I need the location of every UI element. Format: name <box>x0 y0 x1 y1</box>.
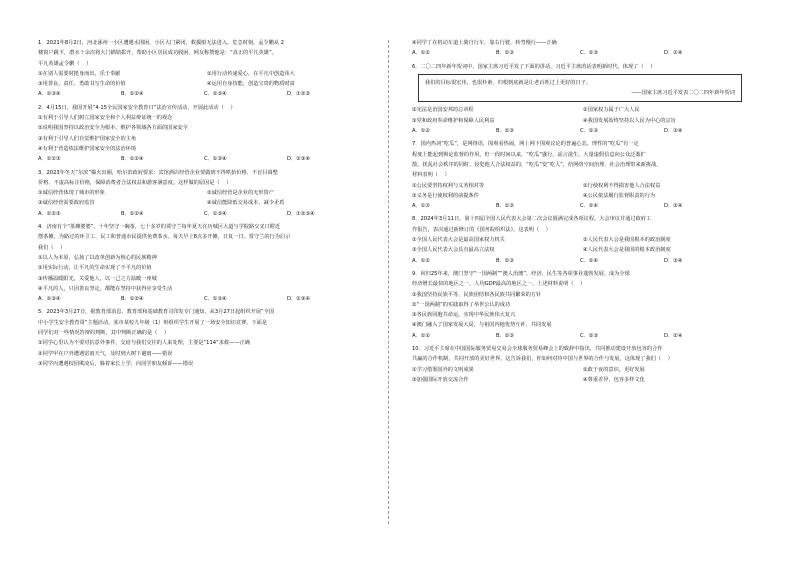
choice-b: B．①③ <box>496 50 515 57</box>
question-stem-line: 散，扰乱社会秩序的同时，侵犯他人合法权益的，“吃瓜”变“吃人”，给网络空间治理、社会治理带来新挑战。 <box>412 161 662 168</box>
question-stem-line: 材料表明（ ） <box>412 172 450 179</box>
question-1 <box>38 38 370 100</box>
choice-d: D．②③④ <box>287 156 311 163</box>
option: ②敢于夜的意识，更好发展 <box>583 366 645 373</box>
choice-c: C．②④ <box>580 203 599 210</box>
option: ③党和政府奉命维护和保障人民利益 <box>412 117 495 124</box>
option: ②国家权力属于广大人民 <box>583 107 640 114</box>
question-stem-line: 平凡英雄孟令鹏（ ） <box>38 60 92 67</box>
option: ④运用自身技能，创造宝贵的物质财富 <box>207 81 295 88</box>
option: ②人民代表大会是我国根本的政治制度 <box>583 237 671 244</box>
choice-c: C．①③④ <box>204 210 227 217</box>
option-row <box>412 191 748 201</box>
question-5 <box>38 307 370 369</box>
question-stem-line: 2．4月15日，我国开展“4·15全民国家安全教育日”法治宣传活动，开展此活动（ ） <box>38 104 236 111</box>
question-stem-line: 中小学生安全教育周”主题活动，某市某校九年级（1）班组织学生开展了一场安全知识竞赛，下面是 <box>38 319 268 326</box>
option: ①同学心里认为不要对抗意外事件，交给与我们交往的人来处理，主要是“114”求救——正确 <box>38 340 250 347</box>
option: ③用善良、责任、勇敢书写生命的价值 <box>38 81 126 88</box>
option: ④公民依法履行监督职责的行为 <box>583 192 656 199</box>
question-stem-line: 6．二〇二四年新年贺词中，国家主席习近平发了下面的讲话，习近平主席的话表明新时代，体现了（ ） <box>412 63 656 70</box>
choice-row <box>38 89 370 99</box>
option: ②诚信经营是企业的无形资产 <box>207 190 274 197</box>
choice-d: D．②④ <box>664 50 683 57</box>
question-stem-line: 我们（ ） <box>38 244 66 251</box>
option-row <box>412 181 748 191</box>
question-stem-line: 8．2024年3月11日，第十四届全国人民代表大会第二次会议圆满完成各项议程。大会审议并通过政府工 <box>412 216 652 223</box>
choice-a: A．①② <box>412 128 431 135</box>
choice-b: B．①②④ <box>121 91 144 98</box>
choice-c: C．②③ <box>580 332 599 339</box>
choice-d: D．②④ <box>664 332 683 339</box>
question-stem-line: 作报告，表决通过新修订的《国务院组织法》。这表明（ ） <box>412 226 551 233</box>
option: ③全国人民代表大会具有最高立法权 <box>412 247 495 254</box>
option-row <box>412 116 748 126</box>
option: ①我国坚持民族平等、民族团结和各民族共同繁荣的方针 <box>412 291 542 298</box>
quote-source: ——国家主席习近平发表二〇二四年新年贺词 <box>631 90 735 97</box>
option: ④尊重差异，包容多样文化 <box>583 376 645 383</box>
choice-row <box>412 126 748 136</box>
option: ②说明我国坚持以政治安全为根本，维护各领域各方面的国家安全 <box>38 125 188 132</box>
option-row <box>412 105 748 115</box>
question-9 <box>412 269 748 341</box>
option: ④平凡的人，只因善良坚定，都能在坚持中获得应享受生活 <box>38 285 173 292</box>
choice-d: D．①②③④ <box>287 210 315 217</box>
choice-b: B．①③ <box>496 203 515 210</box>
choice-c: C．②③ <box>580 50 599 57</box>
choice-d: D．③④ <box>664 128 683 135</box>
question-stem-line: 同学们对一些情况答辩的判断，其中判断正确的是（ ） <box>38 330 170 337</box>
option-row <box>412 365 748 375</box>
question-4 <box>38 222 370 304</box>
choice-d: D．③④ <box>664 257 683 264</box>
question-3 <box>38 168 370 219</box>
choice-row <box>38 209 370 219</box>
option: ③诚信经营需要政府监管 <box>38 200 95 207</box>
question-stem-line: 价格、不虚高标注价格，保障消费者合法权益和游客满意度。这样做的原因是（ ） <box>38 179 232 186</box>
quote-text: 我们的目标很宏伟，也很朴素，归根到底就是让老百姓过上更好的日子。 <box>425 79 592 86</box>
question-2 <box>38 103 370 165</box>
option: ①以人为本原，弘扬了以改革创新为核心的民族精神 <box>38 254 157 261</box>
question-stem-line: 9．回归25年来，澳门坚守“一国两制”“澳人治澳”，经济、民生等各项事业蓬勃发展。成为全球 <box>412 270 630 277</box>
choice-b: B．①③ <box>496 332 515 339</box>
choice-a: A．①②③ <box>38 210 61 217</box>
option: ③传播温暖阳光，关爱他人，以一己之力温暖一座城 <box>38 275 157 282</box>
choice-c: C．②③④ <box>204 91 227 98</box>
choice-row <box>412 201 748 211</box>
option: ②用实际行动，让平凡的生命实现了不平凡的价值 <box>38 265 152 272</box>
choice-d: D．②③④ <box>287 296 311 303</box>
choice-d: D．③④ <box>664 203 683 210</box>
option: ①在别人需要时挺身而出，乐于奉献 <box>38 70 121 77</box>
option: ①学习借鉴国外的文明成果 <box>412 366 474 373</box>
choice-d: D．①②③ <box>287 91 311 98</box>
option: ④澳门融入了国家发展大局，与祖国内地优势互补、共同发展 <box>412 322 552 329</box>
choice-a: A．①② <box>412 203 431 210</box>
option: ④有利于营造依法维护国家安全的法治环境 <box>38 145 137 152</box>
option: ①诚信经营体现了城市的形象 <box>38 190 105 197</box>
choice-a: A．①② <box>412 332 431 339</box>
question-stem-line: 7．国内热词“吃瓜”，是网络语，围观看热闹，网上网下围观议论的普遍心态。理性的“吃瓜”有一定 <box>412 141 639 148</box>
choice-b: B．①②④ <box>121 296 144 303</box>
choice-row <box>38 294 370 304</box>
question-stem-line: 4．济南有个“茶摊婆婆”，十年坚守一碗茶，七十多岁的贾守兰每年夏天在历城区大道与学院路交叉口附近 <box>38 224 281 231</box>
question-stem-line: 楼窗户跳下，潜水十余次将大门插销拔开，帮助小区居民成功脱困，网友称赞他是：“真正的平凡英雄”。 <box>38 50 277 57</box>
question-stem-line: 共赢的合作机制，共同开放的美好世界。这告诉我们，你如何对待中国与世界的合作与发展，这体现了我们（ ） <box>412 356 673 363</box>
option: ③同学丙遭遇校园欺凌后，躲着家长上学，向同学朋友倾诉——错误 <box>38 360 194 367</box>
choice-a: A．①② <box>412 50 431 57</box>
option: ②“一国两制”的实践取得了举世公认的成功 <box>412 301 511 308</box>
question-stem-line: 程度上能起到舆论监督的作用。但一段时间以来，“吃瓜”盛行，谣言滋生，大量虚假信息向公众泛滥扩 <box>412 151 646 158</box>
choice-c: C．②④ <box>580 257 599 264</box>
question-stem-line: 经济增长最快的地区之一，人均GDP最高的地区之一。上述材料说明（ ） <box>412 281 586 288</box>
option: ④同学丁在机动车道上骑自行车，靠右行驶，转弯慢行——正确 <box>412 40 557 46</box>
choice-a: A．①③④ <box>38 91 61 98</box>
choice-b: B．①②④ <box>121 210 144 217</box>
option-row <box>38 188 370 198</box>
option-row <box>38 79 370 89</box>
choice-c: C．②③ <box>580 128 599 135</box>
choice-a: A．①② <box>412 257 431 264</box>
choice-row <box>412 256 748 266</box>
option: ③加强国际开放交流合作 <box>412 376 469 383</box>
quote-box <box>418 74 742 103</box>
option-row <box>412 235 748 245</box>
choice-a: A．①③④ <box>38 296 61 303</box>
option-row <box>412 245 748 255</box>
choice-a: A．①②③ <box>38 156 61 163</box>
option: ①宪法是治国安邦的总章程 <box>412 107 474 114</box>
choice-row <box>412 48 748 58</box>
question-stem-line: 10．习近平主席在中国国际服务贸易交易会全球服务贸易峰会上的致辞中指出，共同推动建设开放包容的合作 <box>412 346 663 353</box>
option: ④我国发展始终坚持以人民为中心的宗旨 <box>583 117 676 124</box>
right-column <box>412 38 748 388</box>
choice-c: C．①③④ <box>204 296 227 303</box>
question-5-continued <box>412 38 748 59</box>
question-stem-line: 3．2023年冬天“尔滨”爆火出圈，哈尔滨政府要求：宾馆酒店经营企业要做到不得哄抬价格、不盲目调整 <box>38 169 278 176</box>
choice-b: B．①③ <box>496 257 515 264</box>
question-8 <box>412 214 748 265</box>
option: ①公民要坚持权利与义务相对等 <box>412 182 485 189</box>
option: ①有利于引导人们树立国家安全和个人利益辩证统一的观念 <box>38 115 173 122</box>
choice-b: B．①②④ <box>121 156 144 163</box>
option: ②用行动传递爱心，在平凡中创造伟大 <box>207 70 295 77</box>
option: ②同学甲在户外遭遇雷雨天气，及时到大树下避雨——错误 <box>38 350 173 357</box>
option: ①全国人民代表大会是最高国家权力机关 <box>412 237 505 244</box>
option: ②行使权利不得损害他人合法权益 <box>583 182 661 189</box>
choice-b: B．①③ <box>496 128 515 135</box>
option: ④诚信能降低交易成本、减少矛盾 <box>207 200 285 207</box>
question-stem-line: 1．2021年8月2日，河北涿州一小区遭遇水围困，小区大门紧闭，救援船无法进入。危急时刻，孟令鹏从 2 <box>38 40 284 46</box>
option: ③义务是行使权利的前提条件 <box>412 192 479 199</box>
option: ③各民族同胞共命运、实现中华民族伟大复兴 <box>412 312 516 319</box>
choice-c: C．①③④ <box>204 156 227 163</box>
question-6 <box>412 62 748 137</box>
left-column <box>38 38 370 372</box>
option-row <box>38 198 370 208</box>
question-stem-line: 摆茶摊，为路过的环卫工、民工和普通市民提供免费茶水。每天早上8点多开摊，日复一日。贾守兰的行为启示 <box>38 234 291 241</box>
question-10 <box>412 344 748 385</box>
option-row <box>38 69 370 79</box>
option: ③有利于引导人们自觉维护国家安全的主角 <box>38 135 137 142</box>
question-stem-line: 5．2023年3月27日，据教育部消息，教育部和基础教育司印发专门通知，从3月27日起组织开展“全国 <box>38 309 275 316</box>
choice-row <box>412 331 748 341</box>
choice-row <box>38 154 370 164</box>
question-7 <box>412 139 748 211</box>
option-row <box>412 375 748 385</box>
column-divider <box>388 40 389 524</box>
option: ④人民代表大会是我国的根本政治制度 <box>583 247 671 254</box>
